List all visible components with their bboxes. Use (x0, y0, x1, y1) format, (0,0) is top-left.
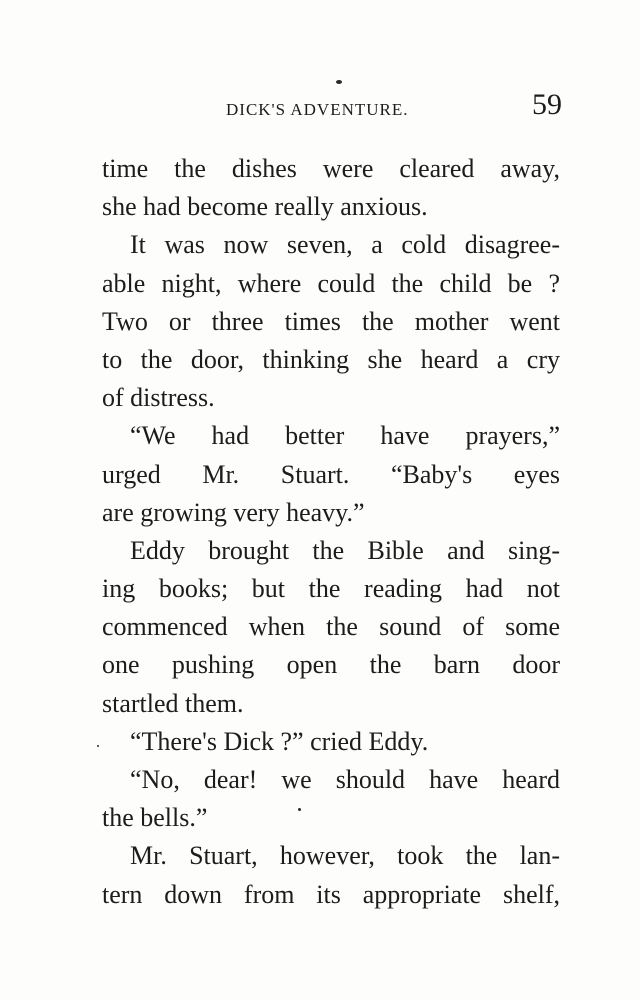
text-line: to the door, thinking she heard a cry (102, 344, 560, 374)
text-line: It was now seven, a cold disagree- (130, 230, 560, 260)
ink-speck (336, 80, 342, 84)
text-line: tern down from its appropriate shelf, (102, 879, 560, 909)
body-text (102, 150, 560, 914)
page-number: 59 (532, 88, 562, 121)
text-line: “There's Dick ?” cried Eddy. (130, 726, 429, 756)
text-line: ing books; but the reading had not (102, 574, 560, 604)
running-title: DICK'S ADVENTURE. (226, 100, 409, 119)
text-line: “No, dear! we should have heard (130, 765, 560, 794)
text-line: of distress. (102, 383, 215, 413)
ink-speck (97, 745, 99, 747)
text-line: commenced when the sound of some (102, 612, 560, 642)
text-line: the bells.” (102, 803, 208, 833)
text-line: are growing very heavy.” (102, 497, 365, 527)
text-line: “We had better have prayers,” (130, 421, 560, 451)
running-head (100, 88, 562, 126)
text-line: Mr. Stuart, however, took the lan- (130, 841, 560, 871)
text-line: one pushing open the barn door (102, 650, 560, 680)
text-line: urged Mr. Stuart. “Baby's eyes (102, 459, 560, 489)
text-line: Eddy brought the Bible and sing- (130, 535, 560, 565)
text-line: startled them. (102, 688, 244, 718)
text-line: able night, where could the child be ? (102, 268, 560, 298)
text-line: she had become really anxious. (102, 192, 428, 222)
text-line: Two or three times the mother went (102, 306, 560, 336)
text-line: time the dishes were cleared away, (102, 154, 560, 183)
